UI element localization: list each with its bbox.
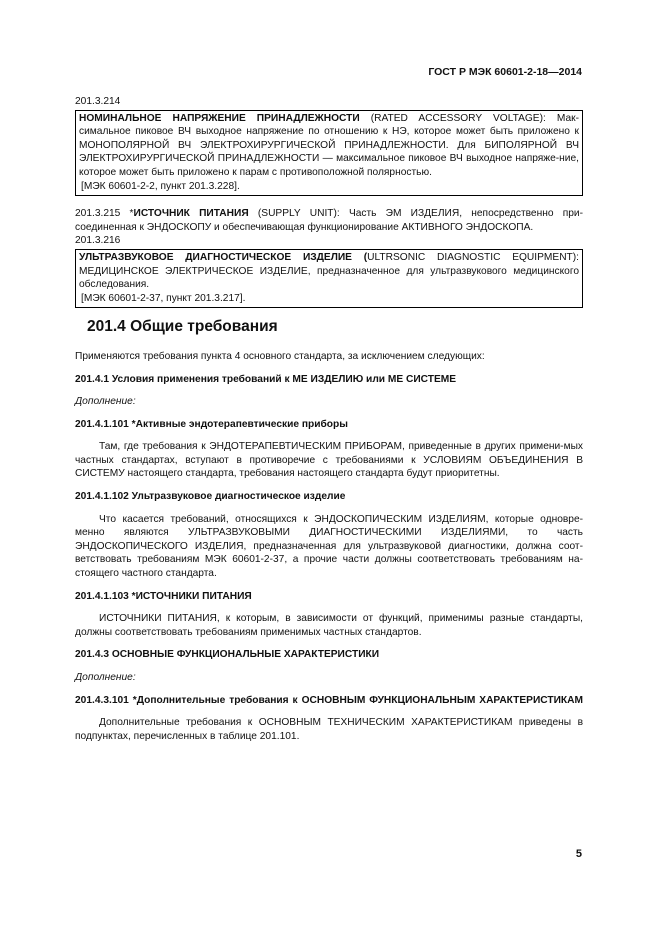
definition-number-215: 201.3.215 * <box>75 208 134 220</box>
definition-term-215: ИСТОЧНИК ПИТАНИЯ <box>133 208 249 220</box>
section-title: 201.4 Общие требования <box>87 318 278 336</box>
definition-ref-214: [МЭК 60601-2-2, пункт 201.3.228]. <box>81 180 240 192</box>
paragraph-4-1-101: Там, где требования к ЭНДОТЕРАПЕВТИЧЕСКИМ ПРИБОРАМ, приведенные в других примени-мых частных стандартах, вступают в противоречие с требованиями к УСЛОВИЯМ ОБЪЕДИНЕНИЯ В СИСТЕМУ настоящего стандарта, требования настоящего стандарта будут приоритетны. <box>75 441 583 480</box>
definition-body-216: ULTRSONIC DIAGNOSTIC EQUIPMENT): МЕДИЦИНСКОЕ ЭЛЕКТРИЧЕСКОЕ ИЗДЕЛИЕ, предназначенное для ультразвукового медицинского обследования. <box>79 251 579 291</box>
subsection-4-1-heading: 201.4.1 Условия применения требований к МЕ ИЗДЕЛИЮ или МЕ СИСТЕМЕ <box>75 373 457 385</box>
subsection-4-1-101-heading: 201.4.1.101 *Активные эндотерапевтические приборы <box>75 418 348 430</box>
definition-body-215: (SUPPLY UNIT): Часть ЭМ ИЗДЕЛИЯ, непосредственно при-соединенная к ЭНДОСКОПУ и обеспечивающая функционирование АКТИВНОГО ЭНДОСКОПА. <box>75 208 583 233</box>
subsection-4-3-heading: 201.4.3 ОСНОВНЫЕ ФУНКЦИОНАЛЬНЫЕ ХАРАКТЕРИСТИКИ <box>75 649 380 661</box>
definition-text-216 <box>79 251 579 292</box>
page-content <box>75 95 583 743</box>
definition-body-214: симальное пиковое ВЧ выходное напряжение по отношению к НЭ, которое может быть приложено к МОНОПОЛЯРНОЙ ВЧ ЭЛЕКТРОХИРУРГИЧЕСКОЙ ПРИНАДЛЕЖНОСТИ. Для БИПОЛЯРНОЙ ВЧ ЭЛЕКТРОХИРУРГИЧЕСКОЙ ПРИНАДЛЕЖНОСТИ — максимальное пиковое ВЧ выходное напряже-ние, которое может быть приложено к парам с противоположной полярностью. <box>79 126 579 178</box>
definition-term-216: УЛЬТРАЗВУКОВОЕ ДИАГНОСТИЧЕСКОЕ ИЗДЕЛИЕ ( <box>79 251 368 263</box>
definition-215 <box>75 207 583 234</box>
definition-number-216: 201.3.216 <box>75 235 121 247</box>
definition-text-214 <box>79 112 579 180</box>
paragraph-4-3-101: Дополнительные требования к ОСНОВНЫМ ТЕХНИЧЕСКИМ ХАРАКТЕРИСТИКАМ приведены в подпунктах, перечисленных в таблице 201.101. <box>75 717 583 742</box>
section-intro: Применяются требования пункта 4 основного стандарта, за исключением следующих: <box>75 350 485 362</box>
definition-ref-216: [МЭК 60601-2-37, пункт 201.3.217]. <box>81 292 246 304</box>
definition-body-214-first: (RATED ACCESSORY VOLTAGE): Мак- <box>359 112 579 124</box>
paragraph-4-1-102: Что касается требований, относящихся к ЭНДОСКОПИЧЕСКИМ ИЗДЕЛИЯМ, которые одновре-менно являются УЛЬТРАЗВУКОВЫМИ ДИАГНОСТИЧЕСКИМИ ИЗДЕЛИЯМИ, то часть ЭНДОСКОПИЧЕСКОГО ИЗДЕЛИЯ, предназначенная для ультразвуковой диагностики, должна соот-ветствовать требованиям МЭК 60601-2-37, а прочие части должны соответствовать требованиям на-стоящего частного стандарта. <box>75 513 583 580</box>
standard-header: ГОСТ Р МЭК 60601-2-18—2014 <box>428 66 582 78</box>
subsection-4-1-102-heading: 201.4.1.102 Ультразвуковое диагностическое изделие <box>75 491 346 503</box>
subsection-4-1-103-heading: 201.4.1.103 *ИСТОЧНИКИ ПИТАНИЯ <box>75 590 252 602</box>
definition-box-214 <box>75 110 583 197</box>
definition-box-216 <box>75 249 583 308</box>
subsection-4-3-101-heading: 201.4.3.101 *Дополнительные требования к ОСНОВНЫМ ФУНКЦИОНАЛЬНЫМ ХАРАКТЕРИСТИКАМ <box>75 694 583 706</box>
addition-label-1: Дополнение: <box>75 396 136 408</box>
page-number: 5 <box>575 848 582 860</box>
paragraph-4-1-103: ИСТОЧНИКИ ПИТАНИЯ, к которым, в зависимости от функций, применимы разные стандарты, должны соответствовать требованиям применимых частных стандартов. <box>75 613 583 638</box>
definition-term-214: НОМИНАЛЬНОЕ НАПРЯЖЕНИЕ ПРИНАДЛЕЖНОСТИ <box>79 112 360 124</box>
definition-number-214: 201.3.214 <box>75 96 121 107</box>
addition-label-2: Дополнение: <box>75 672 136 683</box>
